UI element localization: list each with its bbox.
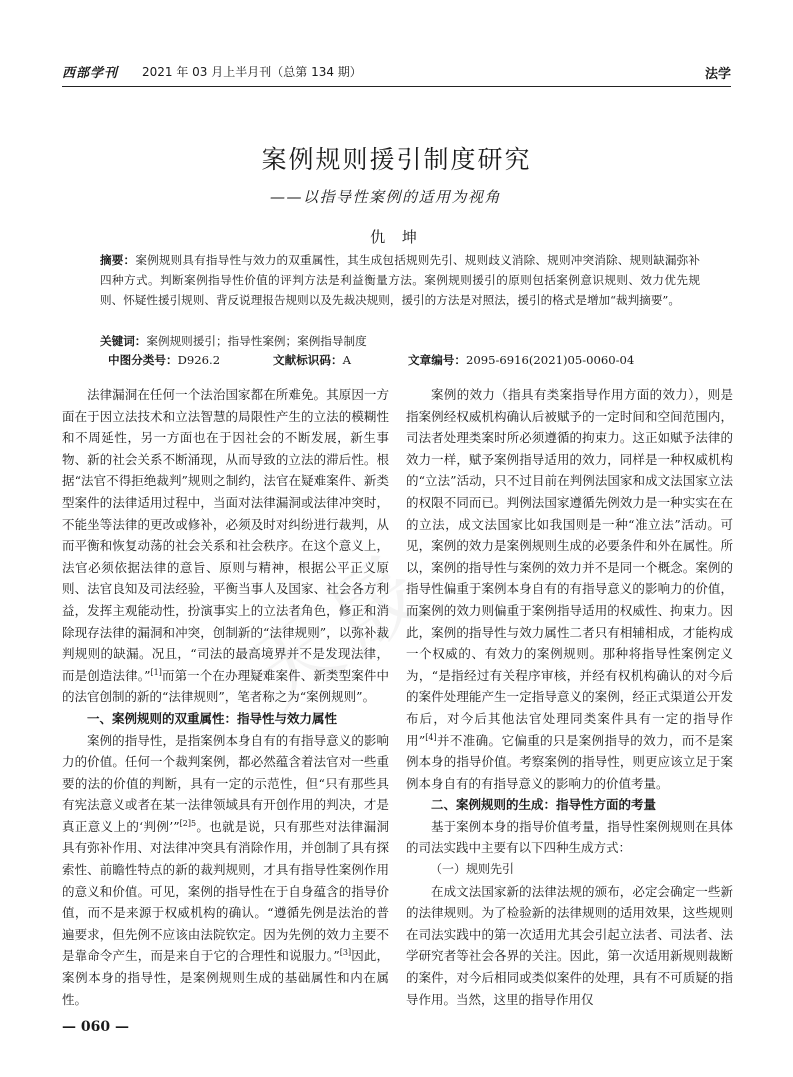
paragraph: 在成文法国家新的法律法规的颁布，必定会确定一些新的法律规则。为了检验新的法律规则的适用效果，这些规则在司法实践中的第一次适用尤其会引起立法者、司法者、法学研究者等社会各界的关注。因此，第一次适用新规则裁断的案件，对今后相同或类似案件的处理，具有不可质疑的指导作用。当然，这里的指导作用仅 xyxy=(406,883,733,1007)
paragraph: 法律漏洞在任何一个法治国家都在所难免。其原因一方面在于因立法技术和立法智慧的局限性产生的立法的模糊性和不周延性，另一方面也在于因社会的不断发展，新生事物、新的社会关系不断涌现，从而导致的立法的滞后性。根据“法官不得拒绝裁判”规则之制约，法官在疑难案件、新类型案件的法律适用过程中，当面对法律漏洞或法律冲突时，不能坐等法律的更改或修补，必须及时对纠纷进行裁判，从而平衡和恢复动荡的社会关系和社会秩序。在这个意义上，法官必须依据法律的意旨、原则与精神，根据公平正义原则、法官良知及司法经验，平衡当事人及国家、社会各方利益，发挥主观能动性，扮演事实上的立法者角色，修正和消除现存法律的漏洞和冲突，创制新的“法律规则”，以弥补裁判规则的缺漏。况且，“司法的最高境界并不是发现法律，而是创造法律。”[1]而第一个在办理疑难案件、新类型案件中的法官创制的新的“法律规则”，笔者称之为“案例规则”。 xyxy=(62,387,389,705)
document-code xyxy=(273,351,351,369)
abstract xyxy=(100,250,700,310)
keywords-label: 关键词： xyxy=(100,334,147,348)
citation: [4] xyxy=(425,732,437,742)
citation: [2]5 xyxy=(179,818,197,828)
subsection-heading: （一）规则先引 xyxy=(430,862,515,877)
author-name: 仇 坤 xyxy=(370,228,423,246)
paragraph: 案例的效力（指具有类案指导作用方面的效力），则是指案例经权威机构确认后被赋予的一定时间和空间范围内，司法者处理类案时所必须遵循的拘束力。这正如赋予法律的效力一样，赋予案例指导适用的效力，同样是一种权威机构的“立法”活动，只不过目前在判例法国家和成文法国家立法的权限不同而已。判例法国家遵循先例效力是一种实实在在的立法，成文法国家比如我国则是一种“准立法”活动。可见，案例的效力是案例规则生成的必要条件和外在属性。所以，案例的指导性与案例的效力并不是同一个概念。案例的指导性偏重于案例本身自有的有指导意义的影响力的价值，而案例的效力则偏重于案例指导适用的权威性、拘束力。因此，案例的指导性与效力属性二者只有相辅相成，才能构成一个权威的、有效力的案例规则。那种将指导性案例定义为，“是指经过有关程序审核，并经有权机构确认的对今后的案件处理能产生一定指导意义的案例，经正式渠道公开发布后，对今后其他法官处理同类案件具有一定的指导作用”[4]并不准确。它偏重的只是案例指导的效力，而不是案例本身的指导价值。考察案例的指导性，则更应该立足于案例本身自有的有指导意义的影响力的价值考量。 xyxy=(406,387,733,791)
citation: [3] xyxy=(339,948,352,958)
right-column xyxy=(406,384,733,1010)
article-title: 案例规则援引制度研究 xyxy=(261,145,532,174)
citation: [1] xyxy=(150,667,162,677)
keywords xyxy=(100,332,700,350)
abstract-label: 摘要： xyxy=(100,253,136,267)
journal-logo: 西部学刊 xyxy=(62,66,119,81)
paragraph: 基于案例本身的指导价值考量，指导性案例规则在具体的司法实践中主要有以下四种生成方式： xyxy=(406,818,733,856)
article-value: 2095-6916(2021)05-0060-04 xyxy=(465,353,635,367)
left-column xyxy=(62,384,389,1010)
article-number xyxy=(408,351,634,369)
keywords-text: 案例规则援引；指导性案例；案例指导制度 xyxy=(146,334,367,348)
clc-number xyxy=(108,351,220,369)
clc-label: 中图分类号： xyxy=(108,353,178,367)
section-heading: 二、案例规则的生成：指导性方面的考量 xyxy=(431,797,657,813)
section-heading: 一、案例规则的双重属性：指导性与效力属性 xyxy=(87,710,338,726)
abstract-text: 案例规则具有指导性与效力的双重属性，其生成包括规则先引、规则歧义消除、规则冲突消除、规则缺漏弥补四种方式。判断案例指导性价值的评判方法是利益衡量方法。案例规则援引的原则包括案例意识规则、效力优先规则、怀疑性援引规则、背反说理报告规则以及先裁决规则，援引的方法是对照法，援引的格式是增加“裁判摘要”。 xyxy=(100,253,700,307)
article-subtitle: ——以指导性案例的适用为视角 xyxy=(270,188,502,206)
issue-info: 2021 年 03 月上半月刊（总第 134 期） xyxy=(142,65,362,79)
doc-value: A xyxy=(342,353,351,367)
doc-label: 文献标识码： xyxy=(273,353,343,367)
subject-field: 法学 xyxy=(704,67,731,82)
clc-value: D926.2 xyxy=(177,353,221,367)
paragraph: 案例的指导性，是指案例本身自有的有指导意义的影响力的价值。任何一个裁判案例，都必然蕴含着法官对一些重要的法的价值的判断，具有一定的示范性，但“只有那些具有宪法意义或者在某一法律领域具有开创作用的判决，才是真正意义上的‘判例’”$^{[2]5}$。也就是说，只有那些对法律漏洞具有弥补作用、对法律冲突具有消除作用，并创制了具有探索性、前瞻性特点的新的裁判规则，才具有指导性案例作用的意义和价值。可见，案例的指导性在于自身蕴含的指导价值，而不是来源于权威机构的确认。“遵循先例是法治的普遍要求，但先例不应该由法院钦定。因为先例的效力主要不是靠命令产生，而是来自于它的合理性和说服力。”[3]因此，案例本身的指导性，是案例规则生成的基础属性和内在属性。 xyxy=(62,732,389,1007)
page-number: — 060 — xyxy=(62,1019,129,1035)
article-label: 文章编号： xyxy=(408,353,466,367)
running-header xyxy=(62,60,731,87)
